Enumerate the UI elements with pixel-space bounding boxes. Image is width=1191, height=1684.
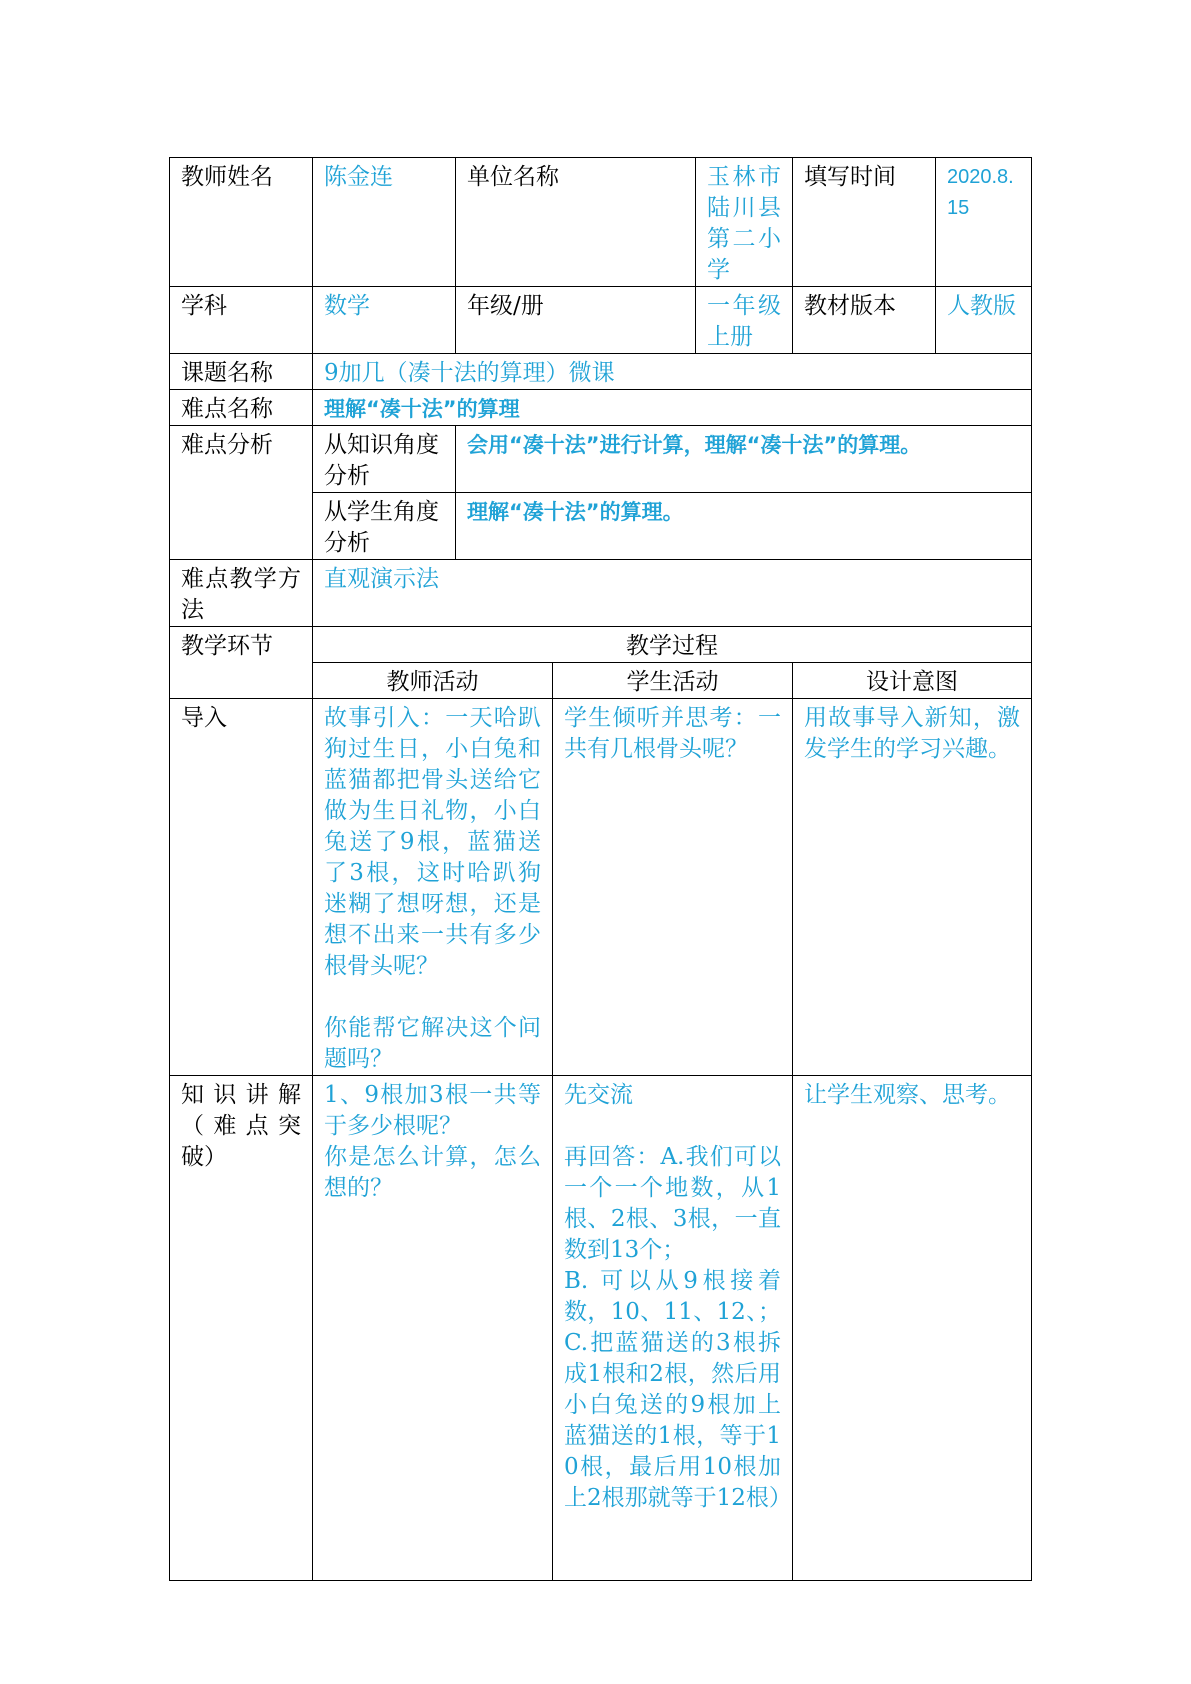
subject-value: 数学 [313, 287, 456, 354]
method-label: 难点教学方法 [170, 560, 313, 627]
design-intent-header: 设计意图 [793, 663, 1032, 699]
student-activity-knowledge: 先交流 再回答：A.我们可以一个一个地数，从1根、2根、3根，一直数到13个； B. 可以从9根接着数，10、11、12、；C.把蓝猫送的3根拆成1根和2根，然后用小白兔送的9根加上蓝猫送的1根，等于10根，最后用10根加上2根那就等于12根） [553, 1076, 793, 1581]
topic-label: 课题名称 [170, 354, 313, 390]
info-row-subject [170, 287, 1032, 354]
student-activity-header: 学生活动 [553, 663, 793, 699]
info-row-difficulty [170, 390, 1032, 426]
student-angle-label: 从学生角度分析 [313, 493, 456, 560]
teacher-activity-intro: 故事引入：一天哈趴狗过生日，小白兔和蓝猫都把骨头送给它做为生日礼物，小白兔送了9根，蓝猫送了3根，这时哈趴狗迷糊了想呀想，还是想不出来一共有多少根骨头呢？ 你能帮它解决这个问题吗？ [313, 699, 553, 1076]
teacher-name-value: 陈金连 [313, 158, 456, 287]
lesson-plan-table [169, 157, 1032, 1581]
difficulty-value: 理解“凑十法”的算理 [313, 390, 1032, 426]
teaching-stage-header: 教学环节 [170, 627, 313, 699]
grade-value: 一年级上册 [696, 287, 793, 354]
info-row-topic [170, 354, 1032, 390]
method-value: 直观演示法 [313, 560, 1032, 627]
process-row-intro [170, 699, 1032, 1076]
stage-intro: 导入 [170, 699, 313, 1076]
info-row-teacher [170, 158, 1032, 287]
process-header-row [170, 627, 1032, 663]
knowledge-angle-label: 从知识角度分析 [313, 426, 456, 493]
fill-time-label: 填写时间 [793, 158, 936, 287]
student-activity-intro: 学生倾听并思考：一共有几根骨头呢？ [553, 699, 793, 1076]
unit-name-value: 玉林市陆川县第二小学 [696, 158, 793, 287]
analysis-label: 难点分析 [170, 426, 313, 560]
fill-time-value: 2020.8.15 [936, 158, 1032, 287]
edition-label: 教材版本 [793, 287, 936, 354]
grade-label: 年级/册 [456, 287, 696, 354]
student-angle-value: 理解“凑十法”的算理。 [456, 493, 1032, 560]
edition-value: 人教版 [936, 287, 1032, 354]
topic-value: 9加几（凑十法的算理）微课 [313, 354, 1032, 390]
design-intent-knowledge: 让学生观察、思考。 [793, 1076, 1032, 1581]
process-row-knowledge [170, 1076, 1032, 1581]
difficulty-label: 难点名称 [170, 390, 313, 426]
method-row [170, 560, 1032, 627]
analysis-row-knowledge [170, 426, 1032, 493]
teacher-name-label: 教师姓名 [170, 158, 313, 287]
teaching-process-header: 教学过程 [313, 627, 1032, 663]
unit-name-label: 单位名称 [456, 158, 696, 287]
teacher-activity-knowledge: 1、9根加3根一共等于多少根呢？ 你是怎么计算，怎么想的？ [313, 1076, 553, 1581]
teacher-activity-header: 教师活动 [313, 663, 553, 699]
design-intent-intro: 用故事导入新知，激发学生的学习兴趣。 [793, 699, 1032, 1076]
stage-knowledge: 知识讲解（难点突破） [170, 1076, 313, 1581]
knowledge-angle-value: 会用“凑十法”进行计算，理解“凑十法”的算理。 [456, 426, 1032, 493]
subject-label: 学科 [170, 287, 313, 354]
